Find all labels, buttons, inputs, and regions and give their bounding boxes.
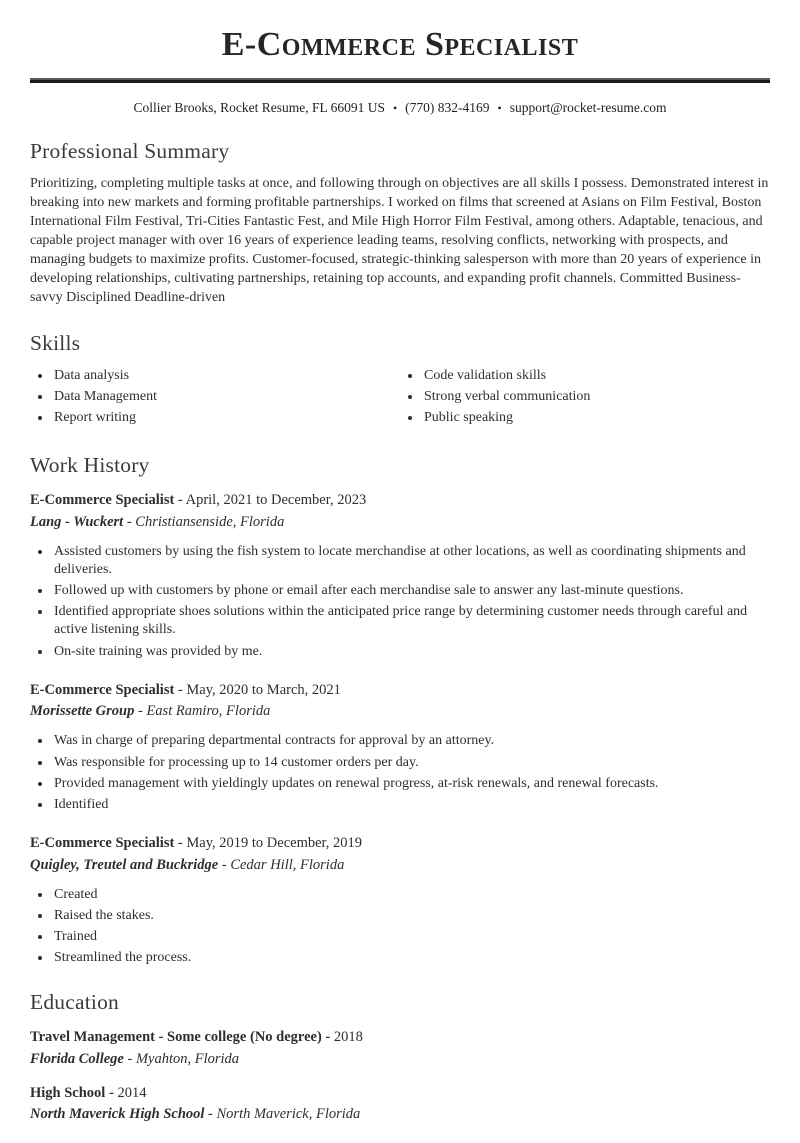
education-school: Florida College	[30, 1050, 124, 1067]
skill-item: • Report writing	[52, 409, 400, 427]
education-location: Myahton, Florida	[135, 1050, 240, 1067]
skills-columns	[30, 367, 770, 431]
job-dates: May, 2019 to December, 2019	[186, 835, 363, 852]
job-bullet: • Identified	[52, 796, 770, 814]
education-entry	[30, 1029, 770, 1068]
work-history-section	[30, 453, 770, 967]
skills-column-2	[400, 367, 770, 431]
contact-phone: (770) 832-4169	[405, 100, 490, 116]
skill-item: • Data analysis	[52, 367, 400, 385]
dash-separator: -	[325, 1029, 331, 1046]
job-bullet: • Identified appropriate shoes solutions within the anticipated price range by determining customer needs through careful and active listening skills.	[52, 603, 770, 639]
job-company-line	[30, 514, 770, 531]
dash-separator: -	[137, 703, 143, 720]
education-year: 2014	[117, 1084, 147, 1101]
job-bullet: • Created	[52, 886, 770, 904]
job-bullet: • Streamlined the process.	[52, 949, 770, 967]
education-school: North Maverick High School	[30, 1106, 205, 1123]
job-bullet: • Was in charge of preparing departmental contracts for approval by an attorney.	[52, 732, 770, 750]
education-degree: High School	[30, 1084, 106, 1101]
education-degree-line	[30, 1085, 770, 1102]
job-title-line	[30, 835, 770, 852]
job-bullet: • Trained	[52, 928, 770, 946]
job-entry	[30, 835, 770, 967]
section-heading-work-history: Work History	[30, 453, 150, 478]
summary-section	[30, 139, 770, 307]
job-location: East Ramiro, Florida	[146, 703, 271, 720]
dash-separator: -	[127, 1050, 133, 1067]
contact-address: Collier Brooks, Rocket Resume, FL 66091 US	[133, 100, 385, 116]
skill-item: • Public speaking	[422, 409, 770, 427]
skills-list-1	[30, 367, 400, 428]
job-bullet-list	[30, 886, 770, 968]
education-degree-line	[30, 1029, 770, 1046]
dash-separator: -	[208, 1106, 213, 1123]
job-location: Christiansenside, Florida	[135, 513, 285, 530]
skills-column-1	[30, 367, 400, 431]
summary-paragraph: Prioritizing, completing multiple tasks at once, and following through on objectives are all skills I possess. Demonstrated interest in breaking into new markets and forming profitable partnerships. I worked on films that screened at Asians on Film Festival, Boston International Film Festival, Tri-Cities Fantastic Fest, and Mile High Horror Film Festival, among others. Adaptable, tenacious, and capable project manager with over 16 years of experience leading teams, resolving conflicts, networking with prospects, and managing budgets to maximize profits. Customer-focused, strategic-thinking salesperson with more than 20 years of experience in developing relationships, cultivating partnerships, retaining top accounts, and expanding profit channels. Committed Business-savvy Disciplined Deadline-driven	[30, 176, 769, 305]
job-bullet: • Was responsible for processing up to 14 customer orders per day.	[52, 754, 770, 772]
dash-separator: -	[221, 856, 227, 873]
dash-separator: -	[177, 492, 183, 509]
education-school-line	[30, 1106, 770, 1123]
contact-email: support@rocket-resume.com	[509, 100, 667, 116]
title-divider	[30, 78, 770, 83]
education-section	[30, 990, 770, 1123]
section-heading-education: Education	[30, 990, 119, 1015]
job-dates: May, 2020 to March, 2021	[186, 681, 341, 698]
job-company: Morissette Group	[30, 703, 135, 720]
job-title: E-Commerce Specialist	[30, 835, 175, 852]
job-bullet: • Followed up with customers by phone or email after each merchandise sale to answer any last-minute questions.	[52, 582, 770, 600]
education-degree: Travel Management - Some college (No degree)	[30, 1029, 322, 1046]
job-company-line	[30, 857, 770, 874]
skills-section	[30, 331, 770, 431]
job-company-line	[30, 703, 770, 720]
skill-item: • Data Management	[52, 388, 400, 406]
skills-list-2	[400, 367, 770, 428]
job-entry	[30, 492, 770, 661]
page-title: E-Commerce Specialist	[221, 26, 579, 63]
skill-item: • Strong verbal communication	[422, 388, 770, 406]
job-bullet: • Provided management with yieldingly updates on renewal progress, at-risk renewals, and renewal forecasts.	[52, 775, 770, 793]
job-title: E-Commerce Specialist	[30, 492, 175, 509]
job-title-line	[30, 682, 770, 699]
job-bullet-list	[30, 732, 770, 814]
job-title-line	[30, 492, 770, 509]
job-bullet: • On-site training was provided by me.	[52, 643, 770, 661]
education-school-line	[30, 1051, 770, 1068]
job-entry	[30, 682, 770, 814]
job-location: Cedar Hill, Florida	[230, 856, 345, 873]
skill-item: • Code validation skills	[422, 367, 770, 385]
dash-separator: -	[177, 681, 183, 698]
dash-separator: -	[108, 1084, 114, 1101]
education-year: 2018	[333, 1029, 363, 1046]
dash-separator: -	[177, 835, 183, 852]
job-bullet-list	[30, 543, 770, 661]
job-dates: April, 2021 to December, 2023	[185, 492, 367, 509]
job-bullet: • Raised the stakes.	[52, 907, 770, 925]
job-company: Lang - Wuckert	[30, 513, 124, 530]
job-bullet: • Assisted customers by using the fish system to locate merchandise at other locations, as well as coordinating shipments and deliveries.	[52, 543, 770, 579]
education-entry	[30, 1085, 770, 1124]
contact-line	[30, 100, 770, 116]
job-title: E-Commerce Specialist	[30, 681, 175, 698]
section-heading-skills: Skills	[30, 330, 81, 355]
section-heading-summary: Professional Summary	[30, 139, 230, 164]
contact-separator: •	[497, 101, 502, 116]
dash-separator: -	[126, 513, 132, 530]
job-company: Quigley, Treutel and Buckridge	[30, 856, 219, 873]
education-location: North Maverick, Florida	[216, 1106, 361, 1123]
contact-separator: •	[392, 101, 398, 116]
